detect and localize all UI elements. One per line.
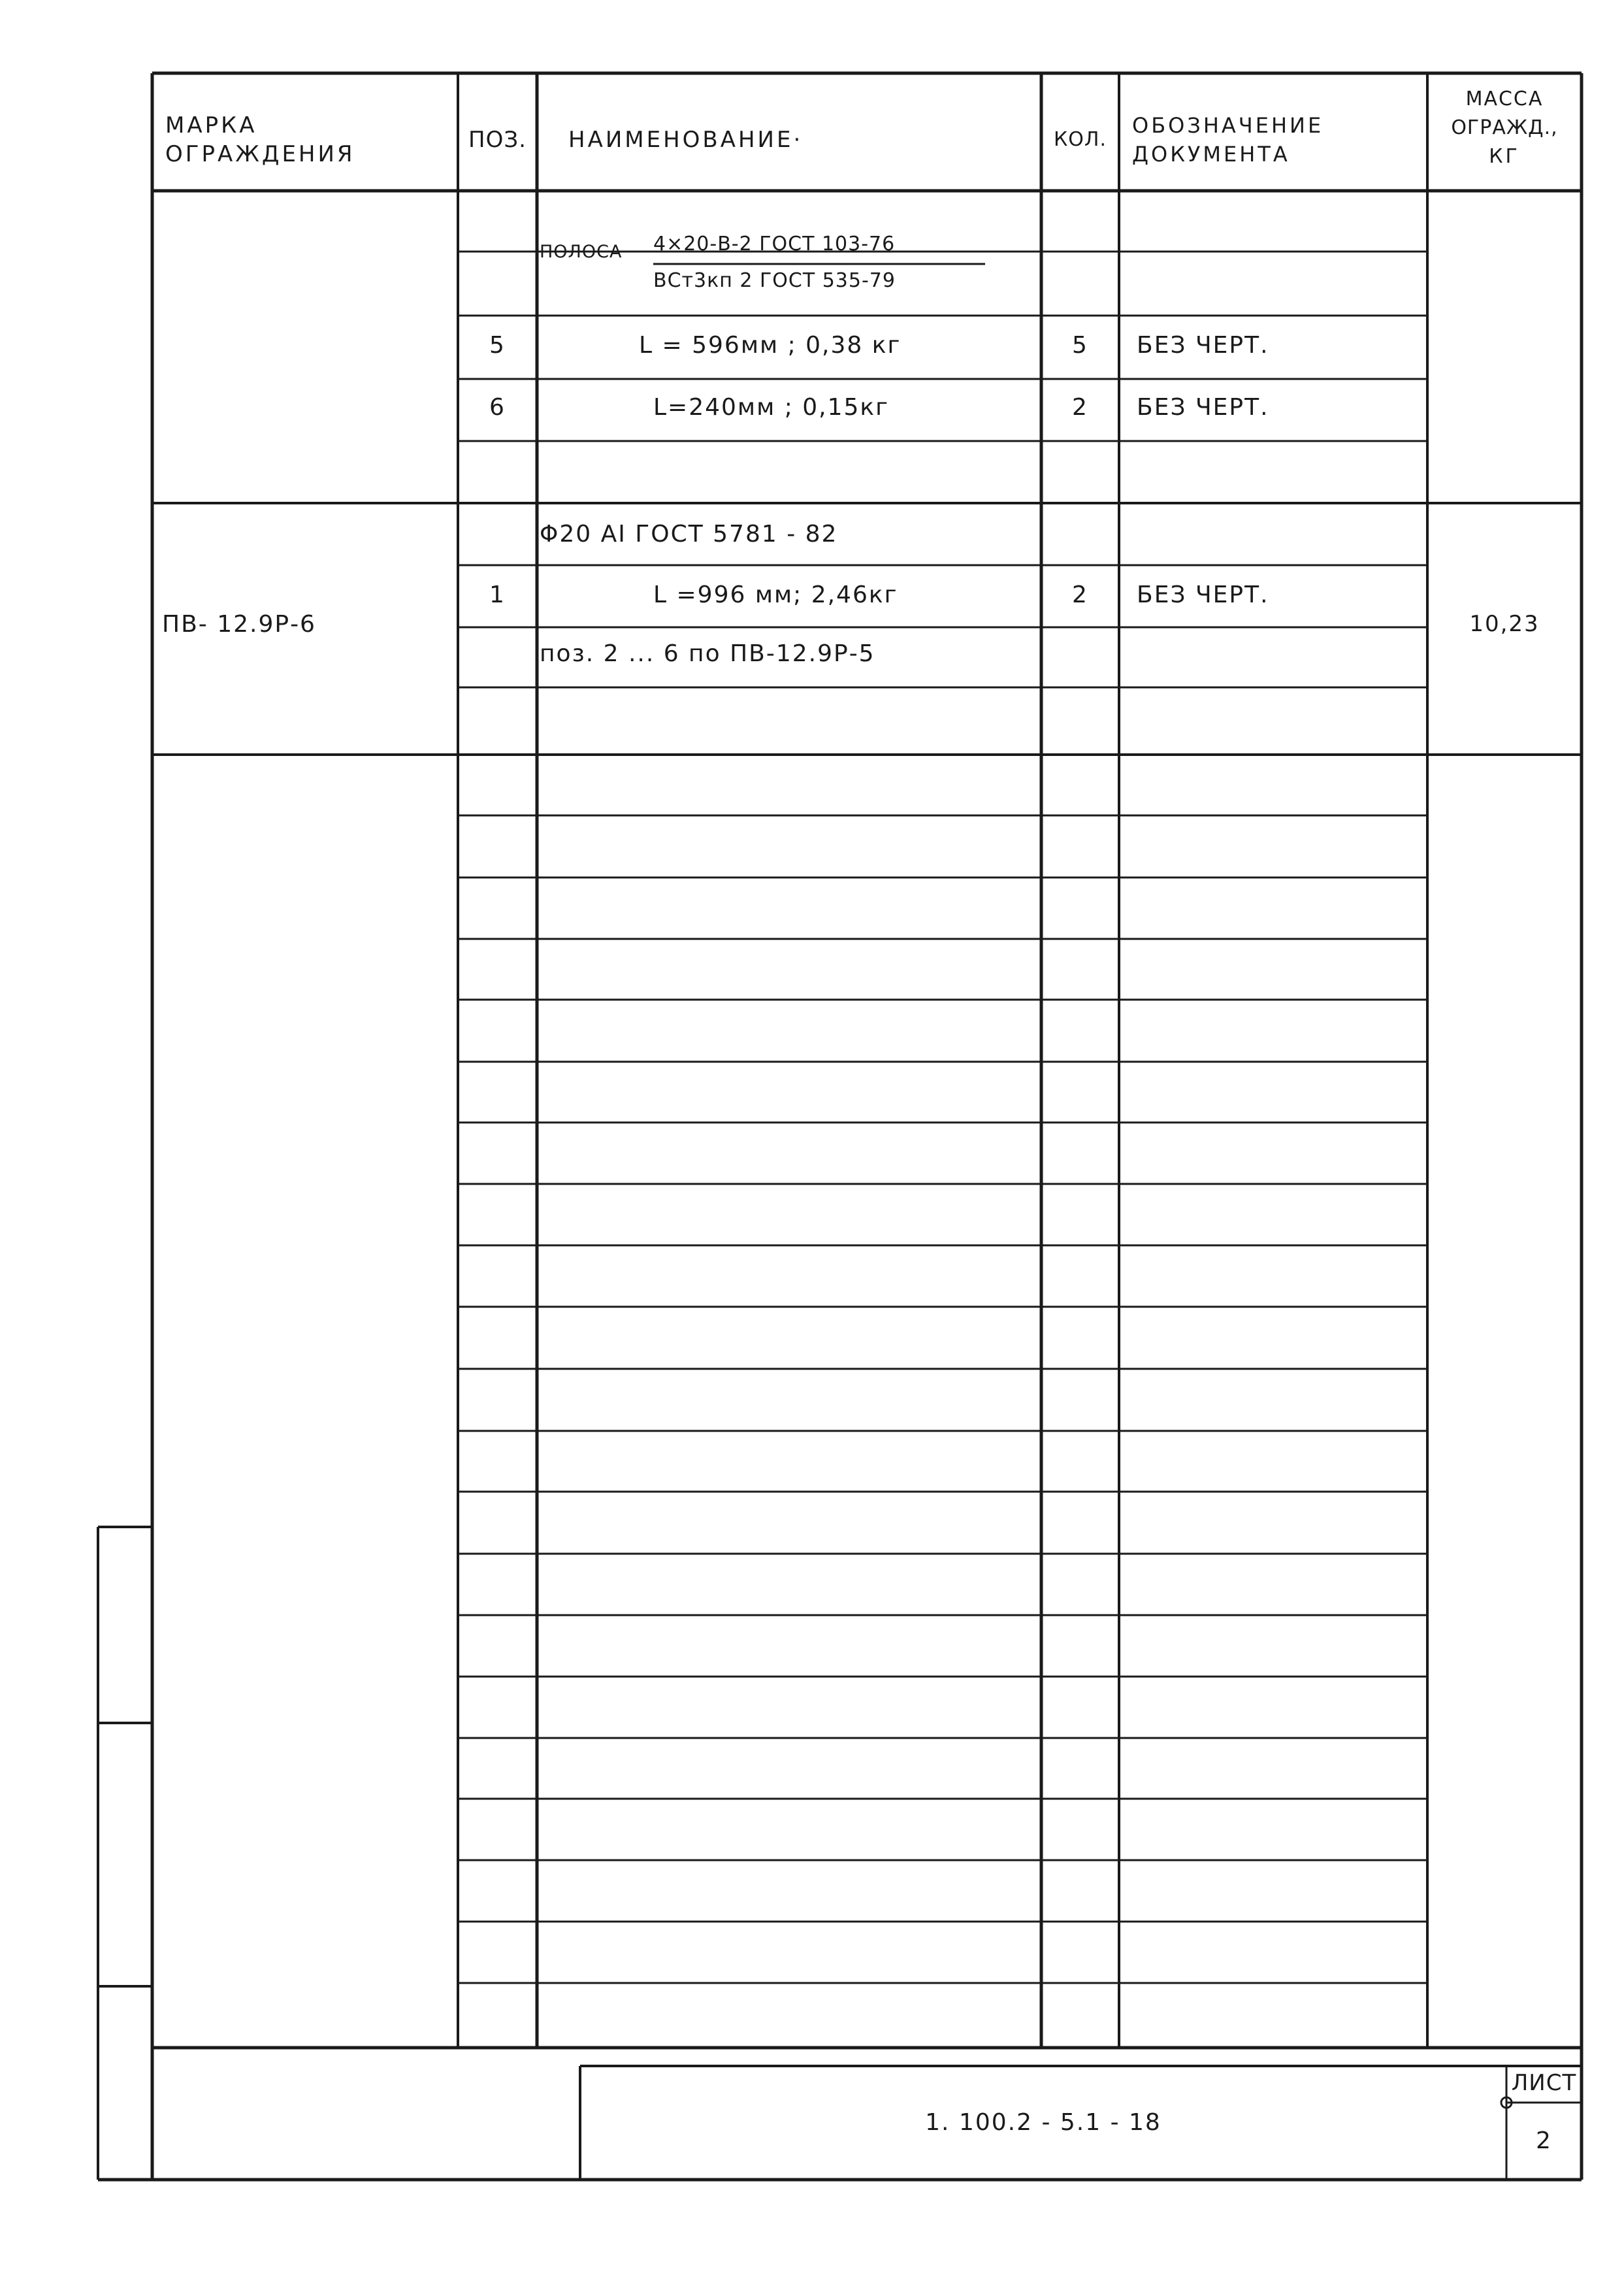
header-pos: ПОЗ.: [468, 127, 527, 153]
document-code: 1. 100.2 - 5.1 - 18: [925, 2109, 1161, 2136]
sheet-label: ЛИСТ: [1511, 2070, 1577, 2096]
header-doc-line1: ОБОЗНАЧЕНИЕ: [1132, 113, 1324, 138]
sheet-number: 2: [1536, 2127, 1552, 2154]
header-qty: КОЛ.: [1053, 128, 1107, 151]
header-name: НАИМЕНОВАНИЕ·: [568, 127, 804, 153]
strip-label: ПОЛОСА: [540, 242, 623, 262]
header-mass-line2: ОГРАЖД.,: [1451, 116, 1558, 139]
row-5-doc: БЕЗ ЧЕРТ.: [1137, 332, 1269, 359]
group2-pos: 1: [489, 582, 506, 608]
group2-mark: ПВ- 12.9Р-6: [162, 611, 316, 638]
row-6-name: L=240мм ; 0,15кг: [653, 394, 890, 421]
row-6-doc: БЕЗ ЧЕРТ.: [1137, 394, 1269, 421]
row-5-qty: 5: [1072, 332, 1088, 359]
header-doc-line2: ДОКУМЕНТА: [1132, 142, 1290, 167]
group2-note: поз. 2 ... 6 по ПВ-12.9Р-5: [540, 640, 875, 667]
group2-material: Φ20 AI ГОСТ 5781 - 82: [540, 521, 838, 548]
group2-mass: 10,23: [1469, 611, 1540, 637]
header-mass-line3: КГ: [1489, 145, 1520, 168]
row-6-qty: 2: [1072, 394, 1088, 421]
strip-numerator: 4×20-В-2 ГОСТ 103-76: [653, 233, 896, 255]
row-6-pos: 6: [489, 394, 506, 421]
row-5-name: L = 596мм ; 0,38 кг: [639, 332, 901, 359]
group2-qty: 2: [1072, 582, 1088, 608]
header-mark-line1: МАРКА: [165, 112, 257, 139]
group2-doc: БЕЗ ЧЕРТ.: [1137, 582, 1269, 608]
table-grid: [98, 73, 1582, 2180]
strip-denominator: ВСт3кп 2 ГОСТ 535-79: [653, 269, 896, 292]
header-mark-line2: ОГРАЖДЕНИЯ: [165, 141, 355, 167]
group2-name: L =996 мм; 2,46кг: [653, 582, 898, 608]
row-5-pos: 5: [489, 332, 506, 359]
header-mass-line1: МАССА: [1465, 88, 1544, 110]
